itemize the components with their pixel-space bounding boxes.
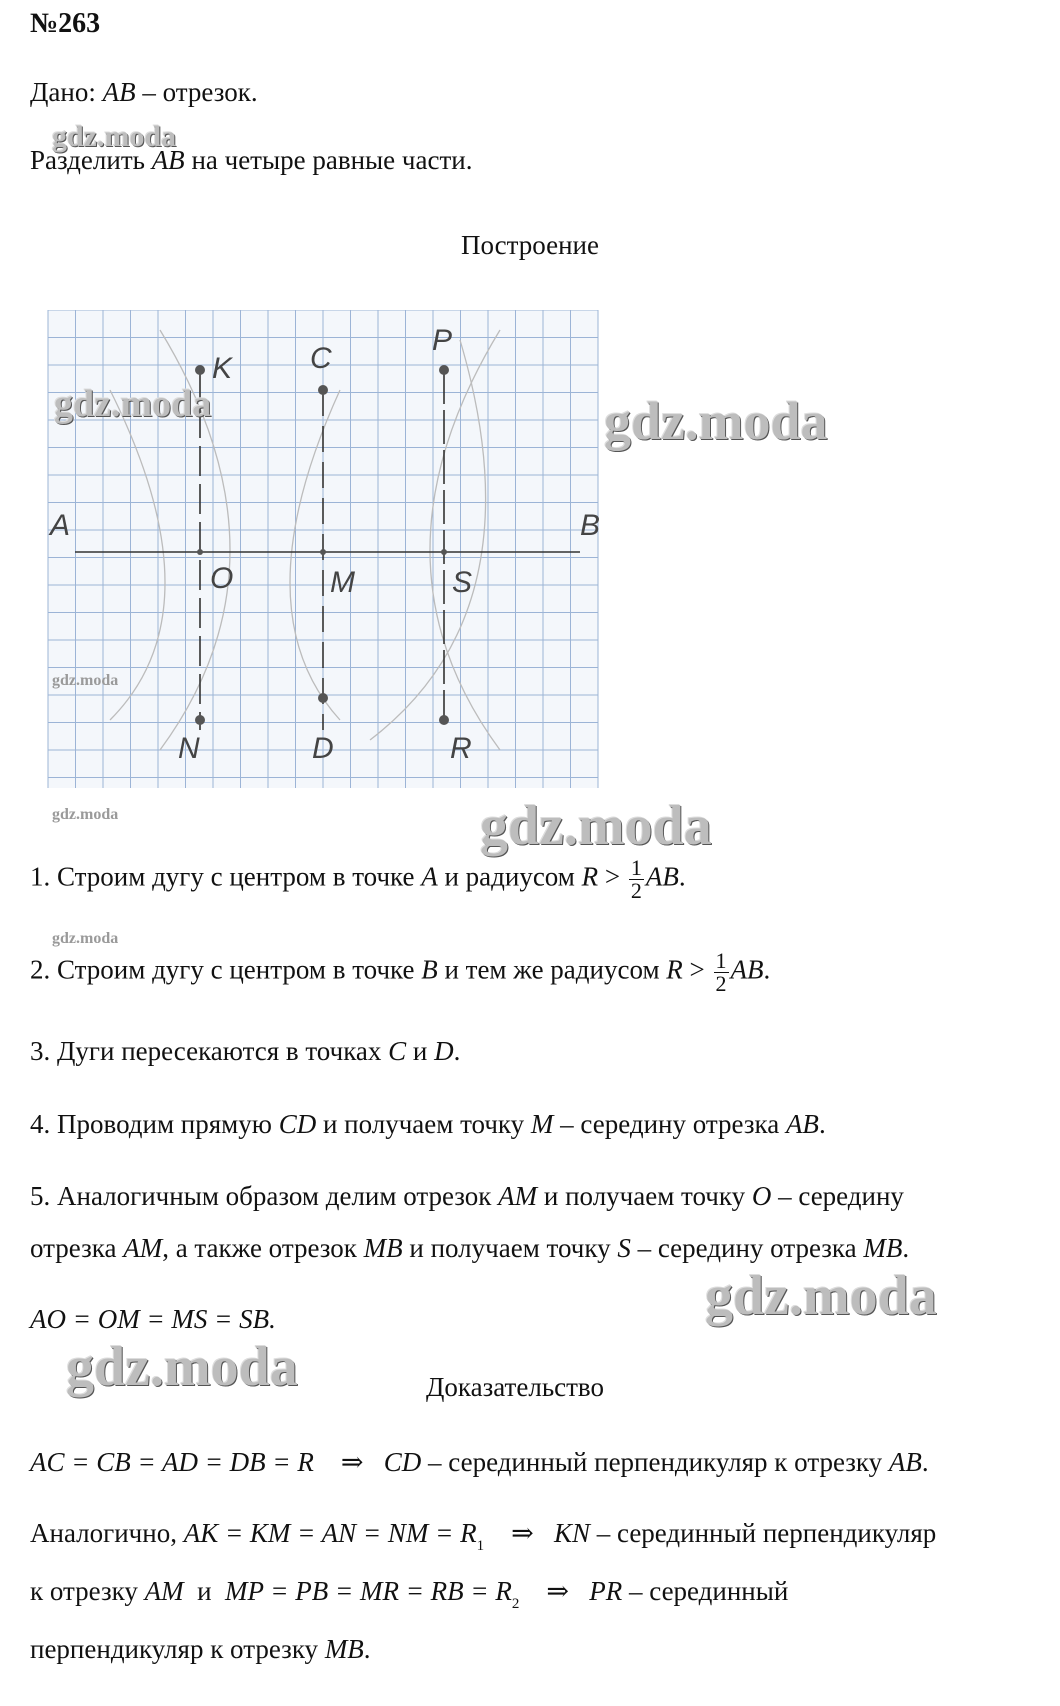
- given-ab: AB: [102, 77, 136, 107]
- fraction-half: $\frac{1}{2}$: [630, 855, 642, 903]
- watermark: gdz.moda: [705, 1265, 937, 1327]
- point-s: [441, 549, 447, 555]
- task-ab: AB: [151, 145, 185, 175]
- point-r: [439, 715, 449, 725]
- label-k: K: [212, 352, 233, 385]
- point-k: [195, 365, 205, 375]
- label-b: B: [580, 509, 601, 542]
- construction-title: Построение: [461, 230, 599, 260]
- watermark: gdz.moda: [52, 120, 177, 153]
- watermark-small: gdz.moda: [52, 806, 119, 823]
- watermark: gdz.moda: [54, 383, 212, 425]
- watermark: gdz.moda: [604, 391, 828, 451]
- task-suffix: на четыре равные части.: [184, 145, 473, 175]
- task-prefix: Разделить: [30, 145, 152, 175]
- point-n: [195, 715, 205, 725]
- given-prefix: Дано:: [30, 77, 103, 107]
- point-p: [439, 365, 449, 375]
- label-o: O: [210, 562, 234, 595]
- proof-line-3: к отрезку AM и MP = PB = MR = RB = $R_2$ ⇒ PR – серединный: [30, 1576, 789, 1612]
- proof-title: Доказательство: [426, 1372, 604, 1402]
- step-5-line-1: 5. Аналогичным образом делим отрезок AM и получаем точку O – середину: [30, 1181, 904, 1211]
- label-r: R: [450, 732, 472, 765]
- fraction-half: $\frac{1}{2}$: [715, 948, 727, 996]
- proof-line-2: Аналогично, AK = KM = AN = NM = $R_1$ ⇒ KN – серединный перпендикуляр: [30, 1518, 937, 1554]
- watermark-small: gdz.moda: [52, 672, 119, 689]
- problem-number: №263: [30, 8, 101, 39]
- equal-parts-equation: AO = OM = MS = SB.: [30, 1304, 276, 1334]
- point-m: [320, 549, 326, 555]
- label-s: S: [452, 566, 473, 599]
- label-p: P: [432, 324, 453, 357]
- proof-line-4: перпендикуляр к отрезку MB.: [30, 1634, 371, 1664]
- given-suffix: – отрезок.: [135, 77, 258, 107]
- point-c: [318, 385, 328, 395]
- point-o: [197, 549, 203, 555]
- step-2: 2. Строим дугу с центром в точке B и тем же радиусом R > $\frac{1}{2}$ AB.: [30, 948, 771, 996]
- step-4: 4. Проводим прямую CD и получаем точку M – середину отрезка AB.: [30, 1109, 826, 1139]
- watermark: gdz.moda: [66, 1336, 298, 1398]
- step-5-line-2: отрезка AM, а также отрезок MB и получаем точку S – середину отрезка MB.: [30, 1233, 910, 1263]
- label-d: D: [312, 732, 334, 765]
- proof-line-1: AC = CB = AD = DB = R ⇒ CD – серединный перпендикуляр к отрезку AB.: [30, 1447, 929, 1477]
- watermark: gdz.moda: [480, 795, 712, 857]
- point-d: [318, 693, 328, 703]
- step-1: 1. Строим дугу с центром в точке A и радиусом R > $\frac{1}{2}$ AB.: [30, 855, 686, 903]
- label-m: M: [330, 566, 355, 599]
- label-a: A: [50, 509, 71, 542]
- label-n: N: [178, 732, 200, 765]
- label-c: C: [310, 342, 332, 375]
- step-3: 3. Дуги пересекаются в точках C и D.: [30, 1036, 461, 1066]
- watermark-small: gdz.moda: [52, 930, 119, 947]
- given-line: [30, 76, 258, 108]
